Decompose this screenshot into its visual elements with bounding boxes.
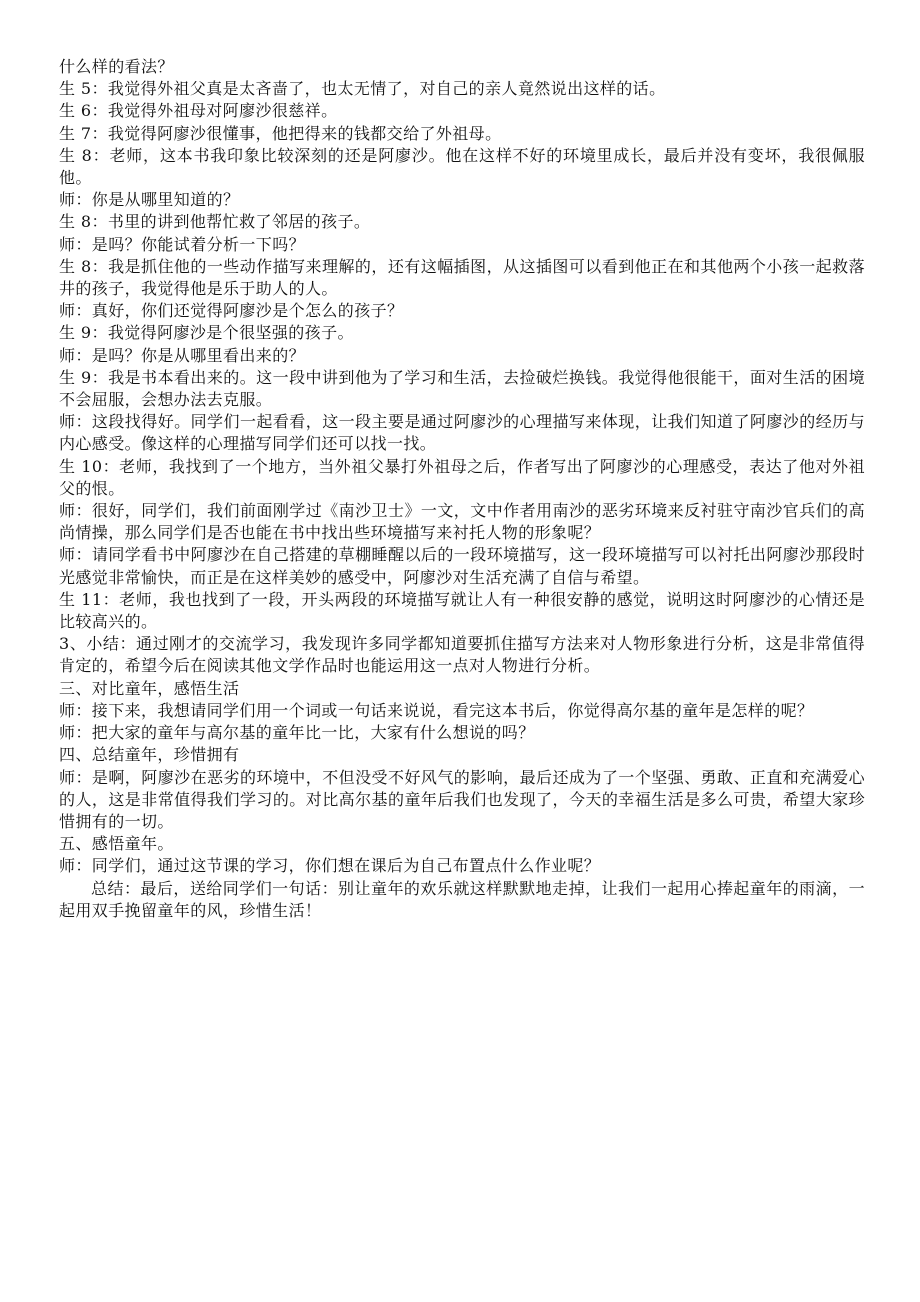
closing-summary: 总结：最后，送给同学们一句话：别让童年的欢乐就这样默默地走掉，让我们一起用心捧起童年的雨滴，一起用双手挽留童年的风，珍惜生活！	[59, 878, 865, 920]
teacher-question: 师：把大家的童年与高尔基的童年比一比，大家有什么想说的吗？	[59, 723, 535, 743]
student-answer: 生 7：我觉得阿廖沙很懂事，他把得来的钱都交给了外祖母。	[59, 123, 502, 143]
student-answer: 生 9：我是书本看出来的。这一段中讲到他为了学习和生活，去捡破烂换钱。我觉得他很能干，面对生活的困境不会屈服，会想办法去克服。	[59, 367, 865, 410]
section-heading: 三、对比童年，感悟生活	[59, 678, 240, 698]
section-heading: 四、总结童年，珍惜拥有	[59, 745, 240, 765]
teacher-question: 师：真好，你们还觉得阿廖沙是个怎么的孩子？	[59, 301, 404, 321]
text-line: 什么样的看法？	[59, 57, 174, 76]
student-answer: 生 6：我觉得外祖母对阿廖沙很慈祥。	[59, 101, 338, 121]
student-answer: 生 8：我是抓住他的一些动作描写来理解的，还有这幅插图，从这插图可以看到他正在和其他两个小孩一起救落井的孩子，我觉得他是乐于助人的人。	[59, 256, 865, 299]
student-answer: 生 8：书里的讲到他帮忙救了邻居的孩子。	[59, 212, 371, 232]
document-page	[59, 56, 865, 922]
section-heading: 五、感悟童年。	[59, 834, 174, 854]
teacher-question: 师：接下来，我想请同学们用一个词或一句话来说说，看完这本书后，你觉得高尔基的童年是怎样的呢？	[59, 700, 814, 720]
student-answer: 生 10：老师，我找到了一个地方，当外祖父暴打外祖母之后，作者写出了阿廖沙的心理感受，表达了他对外祖父的恨。	[59, 456, 865, 498]
student-answer: 生 8：老师，这本书我印象比较深刻的还是阿廖沙。他在这样不好的环境里成长，最后并没有变坏，我很佩服他。	[59, 145, 865, 188]
teacher-question: 师：你是从哪里知道的？	[59, 190, 240, 210]
teacher-comment: 师：是啊，阿廖沙在恶劣的环境中，不但没受不好风气的影响，最后还成为了一个坚强、勇敢、正直和充满爱心的人，这是非常值得我们学习的。对比高尔基的童年后我们也发现了，今天的幸福生活是多么可贵，希望大家珍惜拥有的一切。	[59, 767, 865, 831]
student-answer: 生 11：老师，我也找到了一段，开头两段的环境描写就让人有一种很安静的感觉，说明这时阿廖沙的心情还是比较高兴的。	[59, 589, 865, 632]
teacher-comment: 师：请同学看书中阿廖沙在自己搭建的草棚睡醒以后的一段环境描写，这一段环境描写可以衬托出阿廖沙那段时光感觉非常愉快，而正是在这样美妙的感受中，阿廖沙对生活充满了自信与希望。	[59, 545, 865, 587]
teacher-comment: 师：这段找得好。同学们一起看看，这一段主要是通过阿廖沙的心理描写来体现，让我们知道了阿廖沙的经历与内心感受。像这样的心理描写同学们还可以找一找。	[59, 412, 865, 454]
teacher-comment: 师：很好，同学们，我们前面刚学过《南沙卫士》一文，文中作者用南沙的恶劣环境来反衬驻守南沙官兵们的高尚情操，那么同学们是否也能在书中找出些环境描写来衬托人物的形象呢？	[59, 501, 865, 543]
summary-paragraph: 3、小结：通过刚才的交流学习，我发现许多同学都知道要抓住描写方法来对人物形象进行分析，这是非常值得肯定的，希望今后在阅读其他文学作品时也能运用这一点对人物进行分析。	[59, 634, 865, 676]
teacher-question: 师：同学们，通过这节课的学习，你们想在课后为自己布置点什么作业呢？	[59, 856, 601, 876]
teacher-question: 师：是吗？你是从哪里看出来的？	[59, 345, 306, 365]
teacher-question: 师：是吗？你能试着分析一下吗？	[59, 234, 306, 254]
student-answer: 生 9：我觉得阿廖沙是个很坚强的孩子。	[59, 323, 354, 343]
student-answer: 生 5：我觉得外祖父真是太吝啬了，也太无情了，对自己的亲人竟然说出这样的话。	[59, 79, 666, 99]
